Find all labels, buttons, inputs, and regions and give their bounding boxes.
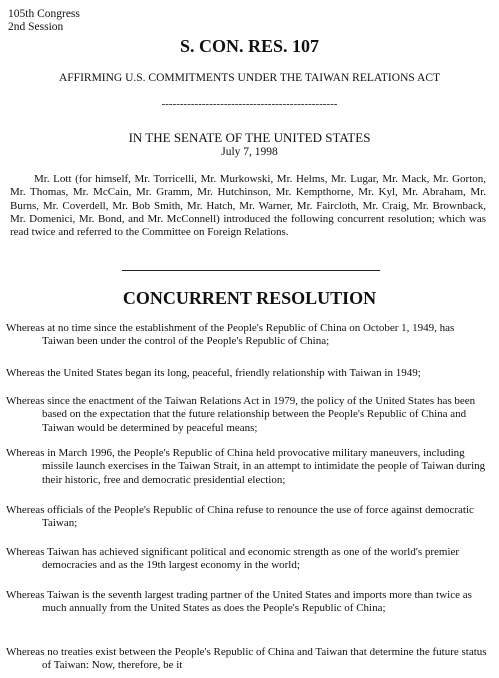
section-divider [122,270,380,271]
whereas-clause-2: Whereas the United States began its long, peaceful, friendly relationship with Taiwan in 1949; [6,367,421,379]
whereas-clause-5: Whereas officials of the People's Republic of China refuse to renounce the use of force against democratic Taiwan; [6,504,474,530]
whereas-clause-4: Whereas in March 1996, the People's Republic of China held provocative military maneuvers, including missile launch exercises in the Taiwan Strait, in an attempt to intimidate the people of Taiwan during their historic, free and democratic presidential election; [6,447,486,486]
introduction-date: July 7, 1998 [221,146,278,158]
whereas-clause-3: Whereas since the enactment of the Taiwan Relations Act in 1979, the policy of the United States has been based on the expectation that the future relationship between the People's Republic of China and Taiwan would be determined by peaceful means; [6,395,476,434]
sponsors-paragraph: Mr. Lott (for himself, Mr. Torricelli, Mr. Murkowski, Mr. Helms, Mr. Lugar, Mr. Mack, Mr. Gorton, Mr. Thomas, Mr. McCain, Mr. Gramm, Mr. Hutchinson, Mr. Kempthorne, Mr. Kyl, Mr. Abraham, Mr. Burns, Mr. Coverdell, Mr. Bob Smith, Mr. Hatch, Mr. Warner, Mr. Faircloth, Mr. Craig, Mr. Brownback, Mr. Domenici, Mr. Bond, and Mr. McConnell) introduced the following concurrent resolution; which was read twice and referred to the Committee on Foreign Relations. [10,173,486,239]
whereas-clause-1: Whereas at no time since the establishment of the People's Republic of China on October 1, 1949, has Taiwan been under the control of the People's Republic of China; [6,322,455,348]
bill-title: AFFIRMING U.S. COMMITMENTS UNDER THE TAIWAN RELATIONS ACT [58,72,441,84]
session-label: 2nd Session [8,21,64,33]
whereas-clause-7: Whereas Taiwan is the seventh largest trading partner of the United States and imports more than twice as much annually from the United States as does the People's Republic of China; [6,589,472,615]
whereas-clause-6: Whereas Taiwan has achieved significant political and economic strength as one of the world's premier democracies and as the 19th largest economy in the world; [6,546,460,572]
congress-session-block [8,8,491,34]
dashed-separator: ------------------------------------------------ [161,98,338,110]
congress-label: 105th Congress [8,8,80,20]
bill-number: S. CON. RES. 107 [179,36,320,56]
whereas-clause-8: Whereas no treaties exist between the People's Republic of China and Taiwan that determine the future status of Taiwan: Now, therefore, be it [6,646,487,672]
chamber-heading: IN THE SENATE OF THE UNITED STATES [128,130,371,145]
resolution-heading: CONCURRENT RESOLUTION [122,288,377,308]
